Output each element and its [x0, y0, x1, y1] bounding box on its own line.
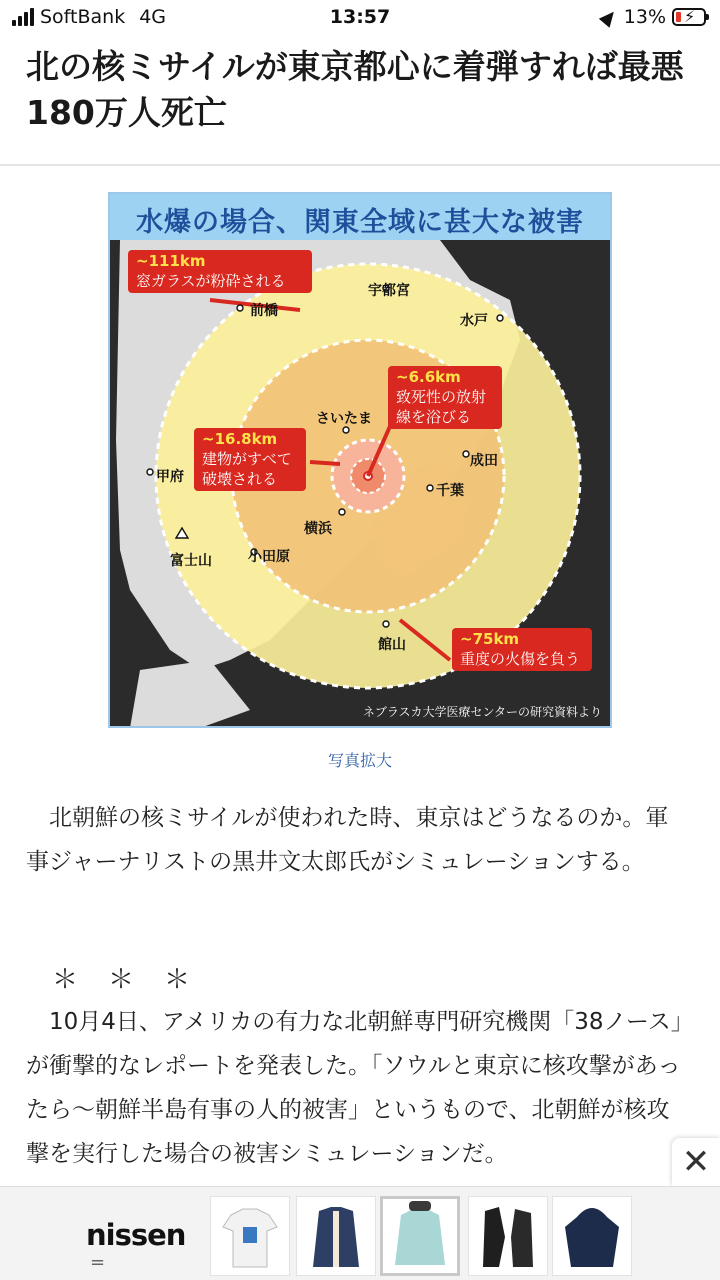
- callout-111km-desc: 窓ガラスが粉砕される: [136, 272, 286, 290]
- article-headline: 北の核ミサイルが東京都心に着弾すれば最悪180万人死亡: [26, 47, 684, 132]
- photo-enlarge-link[interactable]: 写真拡大: [327, 751, 392, 770]
- status-bar: [0, 0, 720, 36]
- figure-title-bar: [110, 194, 610, 240]
- city-maebashi: 前橋: [250, 303, 278, 319]
- city-yokohama: 横浜: [304, 521, 332, 537]
- callout-16km-desc: 建物がすべて破壊される: [202, 450, 292, 488]
- city-mito: 水戸: [460, 313, 488, 329]
- suit-icon: [469, 1197, 547, 1275]
- ad-brand-logo[interactable]: nissen: [86, 1218, 186, 1252]
- pointer-16km: [310, 462, 340, 464]
- sweater-icon: [383, 1199, 457, 1273]
- callout-16km: [194, 428, 306, 491]
- battery-percent: 13%: [623, 6, 666, 28]
- ad-product-1[interactable]: [210, 1196, 290, 1276]
- header-divider: [0, 164, 720, 166]
- section-separator: ＊ ＊ ＊: [52, 965, 193, 995]
- city-narita: 成田: [470, 453, 498, 469]
- article-paragraph-2: 10月4日、アメリカの有力な北朝鮮専門研究機関「38ノース」が衝撃的なレポートを発表した。「ソウルと東京に核攻撃があったら〜朝鮮半島有事の人的被害」というもので、北朝鮮が核攻撃を実行した場合の被害シミュレーションだ。: [26, 1009, 683, 1167]
- callout-6km: [388, 366, 502, 429]
- ad-product-3[interactable]: [380, 1196, 460, 1276]
- figure-source: ネブラスカ大学医療センターの研究資料より: [362, 705, 602, 719]
- city-saitama: さいたま: [316, 411, 372, 427]
- city-kofu: 甲府: [156, 469, 184, 485]
- battery-charging-icon: ⚡: [672, 8, 706, 26]
- callout-75km-desc: 重度の火傷を負う: [460, 650, 581, 668]
- status-right: [602, 6, 706, 28]
- city-odawara: 小田原: [248, 549, 290, 565]
- figure-title: 水爆の場合、関東全域に甚大な被害: [136, 207, 584, 238]
- callout-6km-distance: ~6.6km: [396, 368, 461, 386]
- ad-menu-icon[interactable]: =: [90, 1252, 106, 1273]
- city-tateyama: 館山: [378, 637, 406, 653]
- location-arrow-icon: [599, 7, 619, 27]
- city-mount-fuji: 富士山: [170, 553, 212, 569]
- ad-product-4[interactable]: [468, 1196, 548, 1276]
- callout-6km-desc: 致死性の放射線を浴びる: [396, 388, 487, 426]
- cardigan-icon: [297, 1197, 375, 1275]
- ad-product-2[interactable]: [296, 1196, 376, 1276]
- network-type: 4G: [139, 6, 167, 28]
- callout-16km-distance: ~16.8km: [202, 430, 278, 448]
- clock: 13:57: [329, 6, 391, 28]
- callout-111km-distance: ~111km: [136, 252, 206, 270]
- tshirt-icon: [211, 1197, 289, 1275]
- callout-111km: [128, 250, 312, 293]
- ad-close-button[interactable]: ✕: [672, 1138, 720, 1186]
- callout-75km: [452, 628, 592, 671]
- article-figure[interactable]: [108, 192, 612, 728]
- carrier-name: SoftBank: [40, 6, 126, 28]
- ad-product-5[interactable]: [552, 1196, 632, 1276]
- city-chiba: 千葉: [436, 483, 464, 499]
- city-utsunomiya: 宇都宮: [368, 283, 410, 299]
- callout-75km-distance: ~75km: [460, 630, 520, 648]
- hoodie-icon: [553, 1197, 631, 1275]
- article-paragraph-1: 北朝鮮の核ミサイルが使われた時、東京はどうなるのか。軍事ジャーナリストの黒井文太郎氏がシミュレーションする。: [26, 805, 669, 875]
